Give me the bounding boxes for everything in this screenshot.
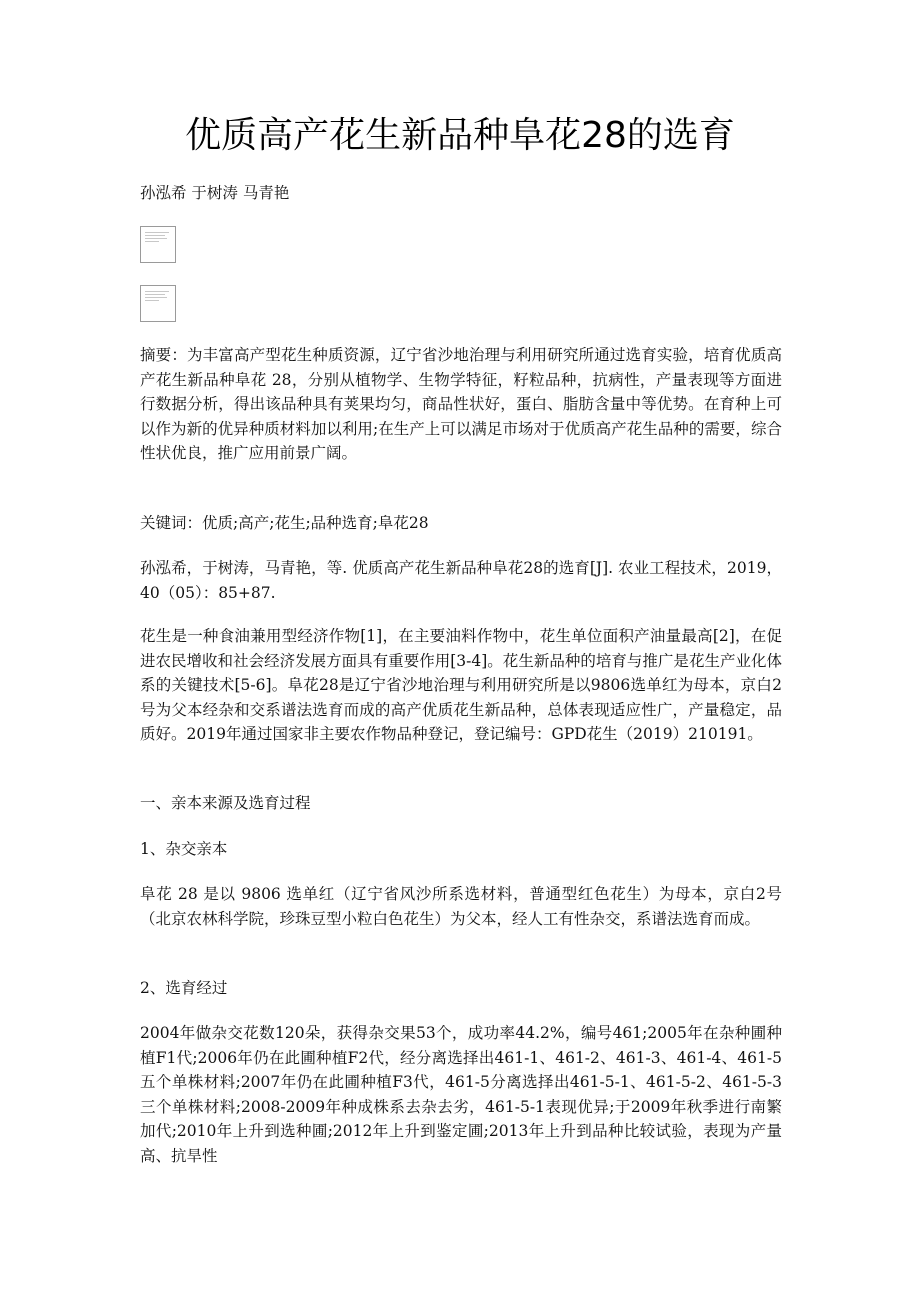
section-heading: 一、亲本来源及选育过程 (140, 794, 311, 812)
introduction-paragraph: 花生是一种食油兼用型经济作物[1]，在主要油料作物中，花生单位面积产油量最高[2]，在促进农民增收和社会经济发展方面具有重要作用[3-4]。花生新品种的培育与推广是花生产业化体系的关键技术[5-6]。阜花28是辽宁省沙地治理与利用研究所是以9806选单红为母本，京白2号为父本经杂和交系谱法选育而成的高产优质花生新品种，总体表现适应性广，产量稳定，品质好。2019年通过国家非主要农作物品种登记，登记编号：GPD花生（2019）210191。 (140, 627, 782, 744)
figure-thumbnail-icon (140, 226, 176, 263)
citation-paragraph: 孙泓希，于树涛，马青艳，等. 优质高产花生新品种阜花28的选育[J]. 农业工程技术，2019，40（05）：85+87. (140, 559, 782, 602)
article-title: 优质高产花生新品种阜花28的选育 (185, 115, 735, 156)
breeding-process-paragraph: 2004年做杂交花数120朵，获得杂交果53个，成功率44.2%，编号461;2005年在杂种圃种植F1代;2006年仍在此圃种植F2代，经分离选择出461-1、461-2、461-3、461-4、461-5五个单株材料;2007年仍在此圃种植F3代，461-5分离选择出461-5-1、461-5-2、461-5-3三个单株材料;2008-2009年种成株系去杂去劣，461-5-1表现优异;于2009年秋季进行南繁加代;2010年上升到选种圃;2012年上升到鉴定圃;2013年上升到品种比较试验，表现为产量高、抗旱性 (140, 1024, 782, 1165)
abstract-paragraph: 摘要：为丰富高产型花生种质资源，辽宁省沙地治理与利用研究所通过选育实验，培育优质高产花生新品种阜花 28，分别从植物学、生物学特征，籽粒品种，抗病性，产量表现等方面进行数据分析，得出该品种具有荚果均匀，商品性状好，蛋白、脂肪含量中等优势。在育种上可以作为新的优异种质材料加以利用;在生产上可以满足市场对于优质高产花生品种的需要，综合性状优良，推广应用前景广阔。 (140, 346, 782, 463)
parents-paragraph: 阜花 28 是以 9806 选单红（辽宁省风沙所系选材料，普通型红色花生）为母本，京白2号（北京农林科学院，珍珠豆型小粒白色花生）为父本，经人工有性杂交，系谱法选育而成。 (140, 885, 782, 928)
figure-thumbnail-icon (140, 285, 176, 322)
subsection-heading: 1、杂交亲本 (140, 840, 228, 858)
keywords-paragraph: 关键词：优质;高产;花生;品种选育;阜花28 (140, 514, 429, 532)
author-list: 孙泓希 于树涛 马青艳 (140, 184, 290, 202)
subsection-heading: 2、选育经过 (140, 979, 228, 997)
